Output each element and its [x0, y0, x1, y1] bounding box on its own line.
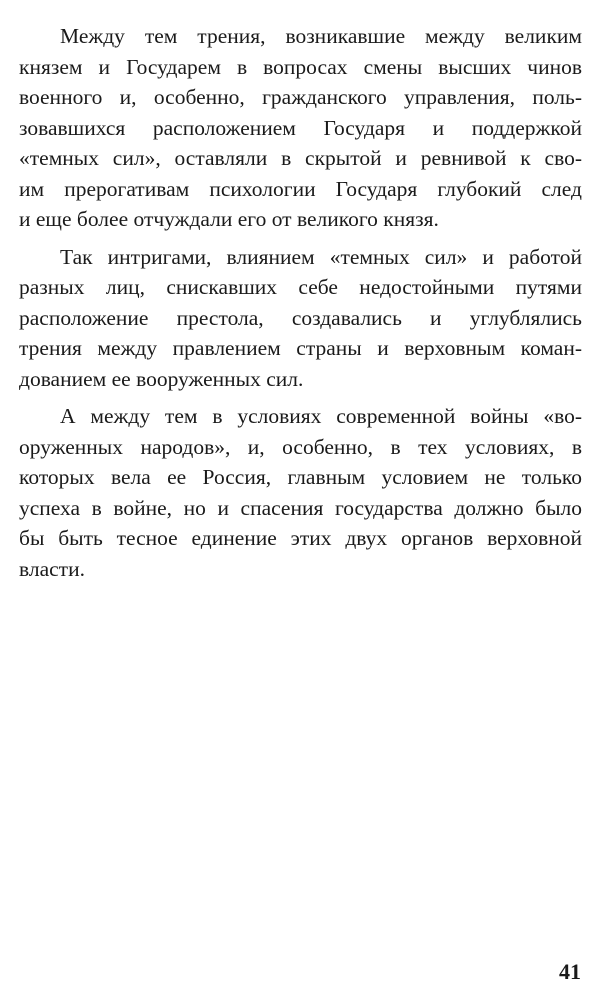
text-line: которых вела ее Россия, главным условием не только [19, 465, 582, 489]
text-line: расположение престола, создавались и углублялись [19, 305, 582, 330]
text-line: военного и, особенно, гражданского управления, поль- [19, 85, 582, 109]
text-line: «темных сил», оставляли в скрытой и ревнивой к сво- [19, 146, 582, 170]
paragraph-2 [19, 242, 582, 395]
text-line: и еще более отчуждали его от великого князя. [19, 207, 439, 231]
text-line: оруженных народов», и, особенно, в тех условиях, в [19, 434, 582, 459]
text-line: трения между правлением страны и верховным коман- [19, 336, 582, 360]
text-line: дованием ее вооруженных сил. [19, 366, 304, 391]
text-line: князем и Государем в вопросах смены высших чинов [19, 54, 582, 79]
text-line: Так интригами, влиянием «темных сил» и работой [60, 244, 582, 269]
text-line: успеха в войне, но и спасения государства должно было [19, 495, 582, 520]
text-line: Между тем трения, возникавшие между великим [60, 24, 582, 48]
text-line: бы быть тесное единение этих двух органов верховной [19, 526, 582, 550]
page-number: 41 [559, 959, 581, 984]
text-line: А между тем в условиях современной войны «во- [60, 404, 582, 428]
body-text [19, 21, 582, 591]
text-line: власти. [19, 556, 85, 581]
text-line: им прерогативам психологии Государя глубокий след [19, 176, 582, 201]
text-line: разных лиц, снискавших себе недостойными путями [19, 275, 582, 299]
text-line: зовавшихся расположением Государя и поддержкой [19, 115, 582, 140]
paragraph-3 [19, 401, 582, 584]
paragraph-1 [19, 21, 582, 235]
